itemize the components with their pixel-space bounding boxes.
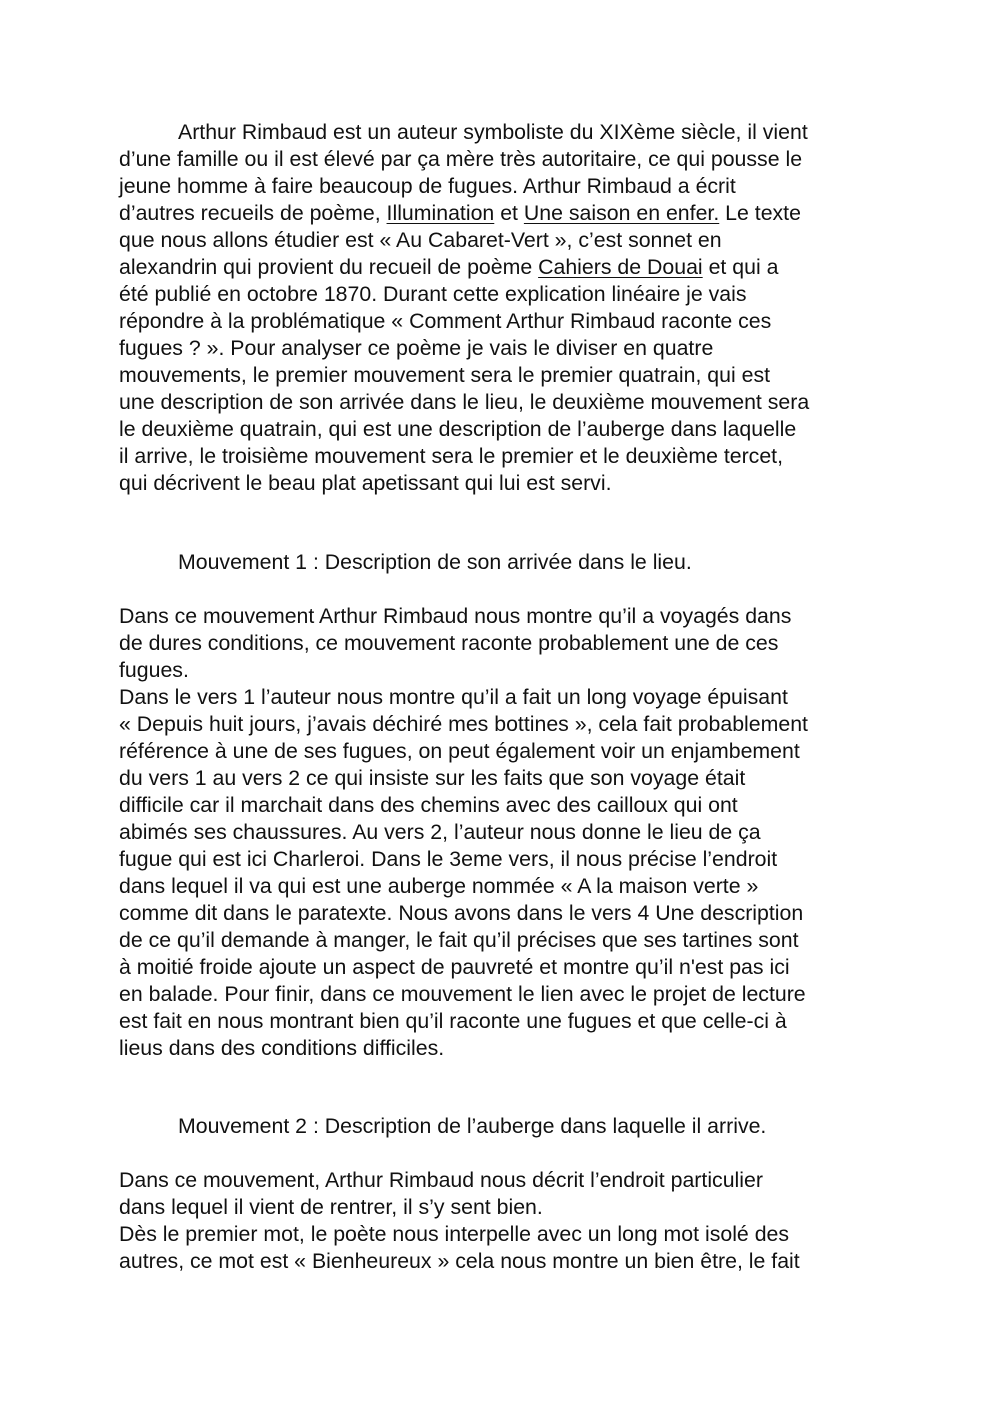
paragraph-line: Dès le premier mot, le poète nous interpelle avec un long mot isolé des: [119, 1222, 790, 1246]
intro-line: il arrive, le troisième mouvement sera le premier et le deuxième tercet,: [119, 444, 784, 468]
paragraph-line: « Depuis huit jours, j’avais déchiré mes bottines », cela fait probablement: [119, 712, 808, 736]
intro-line: jeune homme à faire beaucoup de fugues. Arthur Rimbaud a écrit: [119, 174, 736, 198]
paragraph-line: dans lequel il va qui est une auberge nommée « A la maison verte »: [119, 874, 759, 898]
intro-line: qui décrivent le beau plat apetissant qui lui est servi.: [119, 471, 612, 495]
paragraph-line: à moitié froide ajoute un aspect de pauvreté et montre qu’il n'est pas ici: [119, 955, 790, 979]
intro-text: Le texte: [719, 201, 801, 225]
paragraph-line: en balade. Pour finir, dans ce mouvement le lien avec le projet de lecture: [119, 982, 806, 1006]
section-heading-mouvement-2: Mouvement 2 : Description de l’auberge dans laquelle il arrive.: [178, 1114, 767, 1138]
paragraph-line: comme dit dans le paratexte. Nous avons dans le vers 4 Une description: [119, 901, 804, 925]
intro-text: et: [494, 201, 524, 225]
book-title-saison-en-enfer: Une saison en enfer.: [523, 201, 720, 225]
paragraph-line: de ce qu’il demande à manger, le fait qu’il précises que ses tartines sont: [119, 928, 799, 952]
intro-line: une description de son arrivée dans le lieu, le deuxième mouvement sera: [119, 390, 810, 414]
intro-line: [119, 254, 778, 281]
intro-line: répondre à la problématique « Comment Arthur Rimbaud raconte ces: [119, 309, 772, 333]
paragraph-line: référence à une de ses fugues, on peut également voir un enjambement: [119, 739, 800, 763]
paragraph-line: lieus dans des conditions difficiles.: [119, 1036, 445, 1060]
intro-text: alexandrin qui provient du recueil de poème: [119, 255, 539, 279]
paragraph-line: de dures conditions, ce mouvement raconte probablement une de ces: [119, 631, 779, 655]
paragraph-line: fugues.: [119, 658, 189, 682]
book-title-cahiers-de-douai: Cahiers de Douai: [538, 255, 703, 279]
paragraph-line: est fait en nous montrant bien qu’il raconte une fugues et que celle-ci à: [119, 1009, 787, 1033]
intro-line: que nous allons étudier est « Au Cabaret-Vert », c’est sonnet en: [119, 228, 722, 252]
paragraph-line: autres, ce mot est « Bienheureux » cela nous montre un bien être, le fait: [119, 1249, 800, 1273]
section-heading-mouvement-1: Mouvement 1 : Description de son arrivée dans le lieu.: [178, 550, 692, 574]
paragraph-line: difficile car il marchait dans des chemins avec des cailloux qui ont: [119, 793, 738, 817]
intro-line: d’une famille ou il est élevé par ça mère très autoritaire, ce qui pousse le: [119, 147, 803, 171]
intro-line: mouvements, le premier mouvement sera le premier quatrain, qui est: [119, 363, 771, 387]
intro-line: Arthur Rimbaud est un auteur symboliste du XIXème siècle, il vient: [178, 120, 808, 144]
intro-line: [119, 200, 801, 227]
intro-line: fugues ? ». Pour analyser ce poème je vais le diviser en quatre: [119, 336, 714, 360]
paragraph-line: fugue qui est ici Charleroi. Dans le 3eme vers, il nous précise l’endroit: [119, 847, 778, 871]
intro-text: et qui a: [702, 255, 779, 279]
intro-line: été publié en octobre 1870. Durant cette explication linéaire je vais: [119, 282, 747, 306]
paragraph-line: abimés ses chaussures. Au vers 2, l’auteur nous donne le lieu de ça: [119, 820, 761, 844]
paragraph-line: dans lequel il vient de rentrer, il s’y sent bien.: [119, 1195, 543, 1219]
paragraph-line: du vers 1 au vers 2 ce qui insiste sur les faits que son voyage était: [119, 766, 746, 790]
paragraph-line: Dans ce mouvement, Arthur Rimbaud nous décrit l’endroit particulier: [119, 1168, 763, 1192]
intro-text: d’autres recueils de poème,: [119, 201, 387, 225]
intro-line: le deuxième quatrain, qui est une description de l’auberge dans laquelle: [119, 417, 797, 441]
paragraph-line: Dans ce mouvement Arthur Rimbaud nous montre qu’il a voyagés dans: [119, 604, 792, 628]
book-title-illumination: Illumination: [386, 201, 495, 225]
paragraph-line: Dans le vers 1 l’auteur nous montre qu’il a fait un long voyage épuisant: [119, 685, 788, 709]
